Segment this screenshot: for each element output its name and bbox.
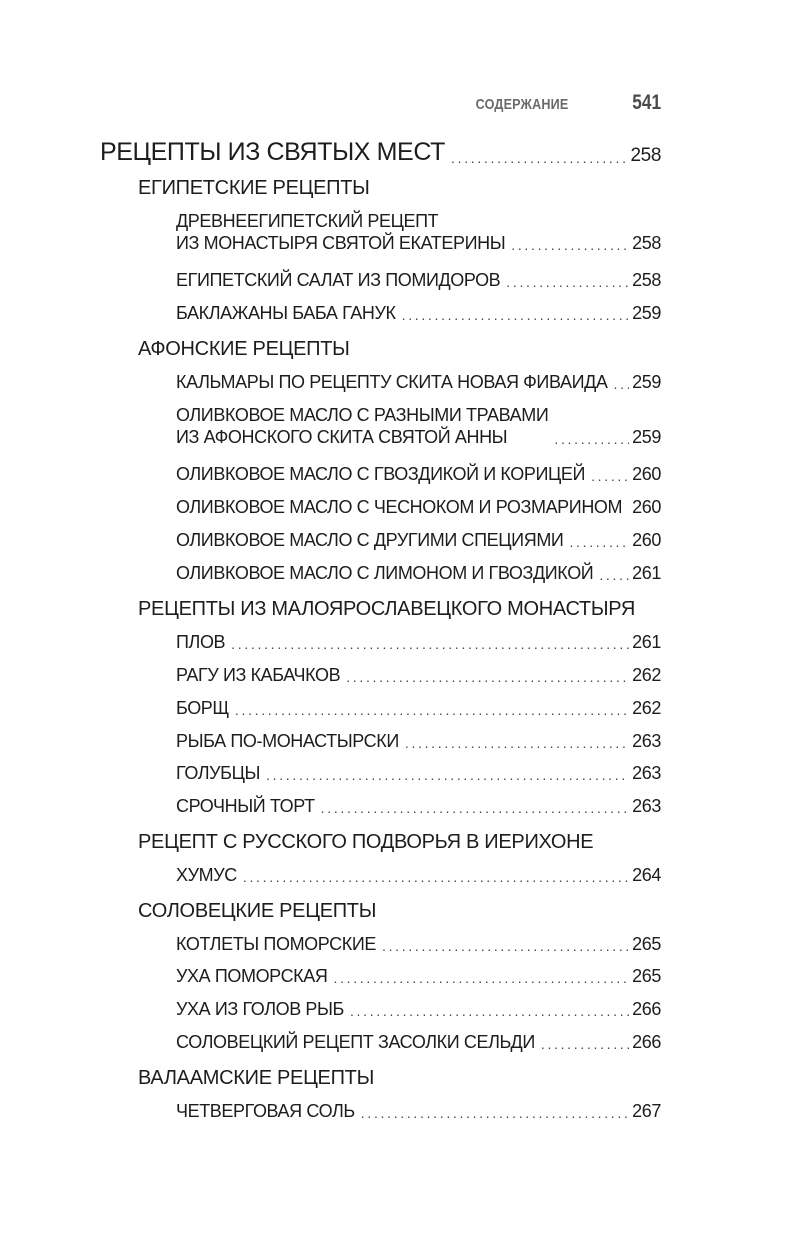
toc-entry[interactable] bbox=[176, 496, 661, 518]
dot-leader bbox=[243, 868, 629, 886]
entry-page: 263 bbox=[632, 796, 661, 816]
entry-title: СОЛОВЕЦКИЙ РЕЦЕПТ ЗАСОЛКИ СЕЛЬДИ bbox=[176, 1032, 535, 1052]
dot-leader bbox=[333, 969, 629, 987]
toc-entry[interactable] bbox=[176, 1031, 661, 1053]
entry-title: БОРЩ bbox=[176, 698, 229, 718]
entry-page: 258 bbox=[632, 270, 661, 290]
entry-page: 259 bbox=[632, 372, 661, 392]
entry-page: 262 bbox=[632, 698, 661, 718]
dot-leader bbox=[554, 430, 629, 448]
dot-leader bbox=[321, 799, 629, 817]
toc-entry[interactable] bbox=[176, 371, 661, 393]
entry-title: РАГУ ИЗ КАБАЧКОВ bbox=[176, 665, 341, 685]
dot-leader bbox=[511, 236, 629, 254]
entry-page: 261 bbox=[632, 632, 661, 652]
dot-leader bbox=[541, 1035, 629, 1053]
dot-leader bbox=[591, 467, 629, 485]
toc-part-entry[interactable] bbox=[100, 137, 661, 167]
section-heading: ВАЛААМСКИЕ РЕЦЕПТЫ bbox=[138, 1067, 374, 1089]
dot-leader bbox=[628, 500, 629, 518]
section-heading: РЕЦЕПТЫ ИЗ МАЛОЯРОСЛАВЕЦКОГО МОНАСТЫРЯ bbox=[138, 598, 635, 620]
dot-leader bbox=[402, 306, 630, 324]
entry-title: ОЛИВКОВОЕ МАСЛО С ЧЕСНОКОМ И РОЗМАРИНОМ bbox=[176, 497, 623, 517]
dot-leader bbox=[405, 734, 629, 752]
running-head-title: СОДЕРЖАНИЕ bbox=[475, 96, 568, 113]
toc-entry[interactable] bbox=[176, 210, 661, 254]
toc-entry[interactable] bbox=[176, 664, 661, 686]
entry-page: 266 bbox=[632, 999, 661, 1019]
entry-title: ХУМУС bbox=[176, 865, 237, 885]
toc-entry[interactable] bbox=[176, 933, 661, 955]
toc-entry[interactable] bbox=[176, 864, 661, 886]
dot-leader bbox=[350, 1002, 629, 1020]
entry-page: 263 bbox=[632, 731, 661, 751]
toc-entry[interactable] bbox=[176, 965, 661, 987]
entry-page: 260 bbox=[632, 464, 661, 484]
entry-page: 265 bbox=[632, 966, 661, 986]
entry-page: 261 bbox=[632, 563, 661, 583]
entry-page: 265 bbox=[632, 934, 661, 954]
toc-entry[interactable] bbox=[176, 998, 661, 1020]
toc-entry[interactable] bbox=[176, 562, 661, 584]
entry-title: ОЛИВКОВОЕ МАСЛО С ГВОЗДИКОЙ И КОРИЦЕЙ bbox=[176, 464, 586, 484]
toc-entry[interactable] bbox=[176, 404, 661, 448]
toc-entry[interactable] bbox=[176, 631, 661, 653]
dot-leader bbox=[506, 273, 629, 291]
entry-title-line1: ОЛИВКОВОЕ МАСЛО С РАЗНЫМИ ТРАВАМИ bbox=[176, 405, 549, 425]
toc-entry[interactable] bbox=[176, 529, 661, 551]
entry-title: БАКЛАЖАНЫ БАБА ГАНУК bbox=[176, 303, 396, 323]
entry-title-line1: ДРЕВНЕЕГИПЕТСКИЙ РЕЦЕПТ bbox=[176, 211, 439, 231]
section-heading: СОЛОВЕЦКИЕ РЕЦЕПТЫ bbox=[138, 900, 377, 922]
dot-leader bbox=[614, 375, 630, 393]
section-heading: РЕЦЕПТ С РУССКОГО ПОДВОРЬЯ В ИЕРИХОНЕ bbox=[138, 831, 594, 853]
running-head bbox=[458, 91, 661, 115]
entry-page: 262 bbox=[632, 665, 661, 685]
entry-title: ЧЕТВЕРГОВАЯ СОЛЬ bbox=[176, 1101, 355, 1121]
toc-entry[interactable] bbox=[176, 269, 661, 291]
entry-title: ОЛИВКОВОЕ МАСЛО С ДРУГИМИ СПЕЦИЯМИ bbox=[176, 530, 564, 550]
toc-entry[interactable] bbox=[176, 1100, 661, 1122]
toc-entry[interactable] bbox=[176, 730, 661, 752]
entry-title: ИЗ МОНАСТЫРЯ СВЯТОЙ ЕКАТЕРИНЫ bbox=[176, 233, 506, 253]
entry-page: 260 bbox=[632, 497, 661, 517]
entry-title: КОТЛЕТЫ ПОМОРСКИЕ bbox=[176, 934, 376, 954]
part-title: РЕЦЕПТЫ ИЗ СВЯТЫХ МЕСТ bbox=[100, 138, 446, 166]
dot-leader bbox=[599, 566, 629, 584]
dot-leader bbox=[231, 635, 629, 653]
dot-leader bbox=[569, 533, 629, 551]
entry-page: 258 bbox=[632, 233, 661, 253]
entry-title: ПЛОВ bbox=[176, 632, 226, 652]
dot-leader bbox=[266, 766, 629, 784]
part-page: 258 bbox=[630, 145, 661, 166]
dot-leader bbox=[382, 937, 629, 955]
entry-page: 267 bbox=[632, 1101, 661, 1121]
toc-entry[interactable] bbox=[176, 463, 661, 485]
entry-title: СРОЧНЫЙ ТОРТ bbox=[176, 796, 315, 816]
entry-page: 266 bbox=[632, 1032, 661, 1052]
toc-entry[interactable] bbox=[176, 302, 661, 324]
section-heading: ЕГИПЕТСКИЕ РЕЦЕПТЫ bbox=[138, 177, 370, 199]
entry-title: УХА ПОМОРСКАЯ bbox=[176, 966, 328, 986]
entry-page: 259 bbox=[632, 303, 661, 323]
entry-title: ЕГИПЕТСКИЙ САЛАТ ИЗ ПОМИДОРОВ bbox=[176, 270, 501, 290]
toc-entry[interactable] bbox=[176, 697, 661, 719]
entry-title: РЫБА ПО-МОНАСТЫРСКИ bbox=[176, 731, 399, 751]
dot-leader bbox=[235, 701, 629, 719]
entry-title: ИЗ АФОНСКОГО СКИТА СВЯТОЙ АННЫ bbox=[176, 427, 508, 447]
toc-entry[interactable] bbox=[176, 762, 661, 784]
dot-leader bbox=[361, 1104, 629, 1122]
toc-entry[interactable] bbox=[176, 795, 661, 817]
dot-leader bbox=[451, 149, 627, 167]
entry-page: 259 bbox=[632, 427, 661, 447]
entry-title: ОЛИВКОВОЕ МАСЛО С ЛИМОНОМ И ГВОЗДИКОЙ bbox=[176, 563, 594, 583]
entry-title: ГОЛУБЦЫ bbox=[176, 763, 261, 783]
entry-title: КАЛЬМАРЫ ПО РЕЦЕПТУ СКИТА НОВАЯ ФИВАИДА bbox=[176, 372, 608, 392]
entry-page: 263 bbox=[632, 763, 661, 783]
entry-title: УХА ИЗ ГОЛОВ РЫБ bbox=[176, 999, 344, 1019]
section-heading: АФОНСКИЕ РЕЦЕПТЫ bbox=[138, 338, 350, 360]
dot-leader bbox=[346, 668, 629, 686]
page-number: 541 bbox=[632, 91, 661, 114]
entry-page: 260 bbox=[632, 530, 661, 550]
entry-page: 264 bbox=[632, 865, 661, 885]
